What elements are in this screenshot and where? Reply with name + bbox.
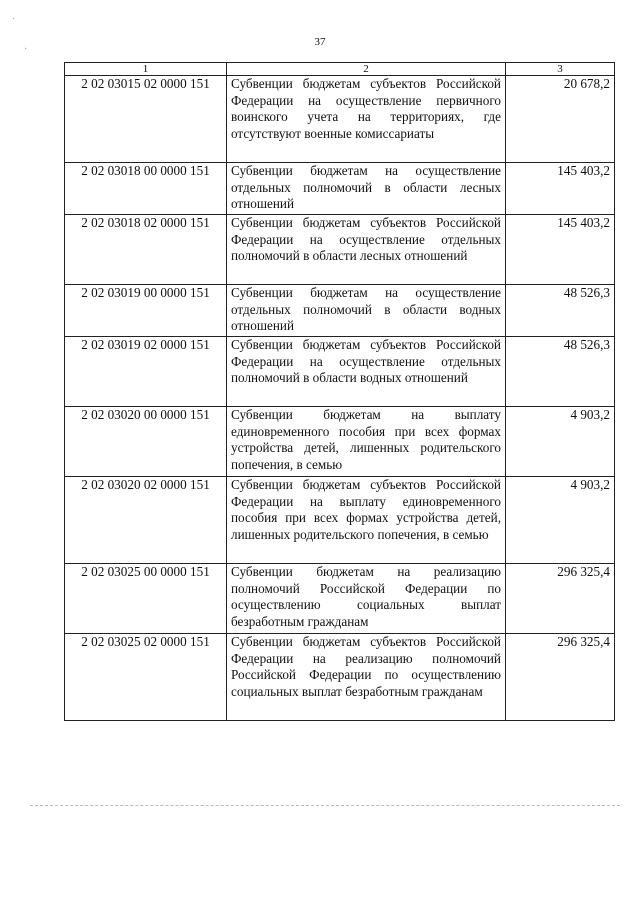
- table-row: [65, 337, 615, 407]
- scan-speck: ·: [12, 14, 16, 25]
- table-header-row: [65, 63, 615, 76]
- revenue-description: Субвенции бюджетам на осуществление отдельных полномочий в области водных отношений: [227, 285, 506, 337]
- revenue-description: Субвенции бюджетам субъектов Российской Федерации на реализацию полномочий Российской Федерации по осуществлению социальных выплат безработным гражданам: [227, 634, 506, 721]
- amount: 145 403,2: [506, 163, 615, 215]
- budget-code: 2 02 03020 00 0000 151: [65, 407, 227, 477]
- revenue-description: Субвенции бюджетам субъектов Российской Федерации на осуществление отдельных полномочий в области лесных отношений: [227, 215, 506, 285]
- table-row: [65, 634, 615, 721]
- amount: 48 526,3: [506, 337, 615, 407]
- table-row: [65, 564, 615, 634]
- page-number: 37: [314, 36, 326, 48]
- budget-code: 2 02 03025 02 0000 151: [65, 634, 227, 721]
- budget-code: 2 02 03020 02 0000 151: [65, 477, 227, 564]
- amount: 4 903,2: [506, 477, 615, 564]
- amount: 296 325,4: [506, 634, 615, 721]
- budget-code: 2 02 03015 02 0000 151: [65, 76, 227, 163]
- budget-table: [64, 62, 615, 721]
- budget-code: 2 02 03019 02 0000 151: [65, 337, 227, 407]
- amount: 296 325,4: [506, 564, 615, 634]
- budget-code: 2 02 03019 00 0000 151: [65, 285, 227, 337]
- column-header-2: 2: [227, 63, 506, 76]
- budget-code: 2 02 03025 00 0000 151: [65, 564, 227, 634]
- table-row: [65, 285, 615, 337]
- amount: 20 678,2: [506, 76, 615, 163]
- table-row: [65, 477, 615, 564]
- table-row: [65, 215, 615, 285]
- revenue-description: Субвенции бюджетам на реализацию полномочий Российской Федерации по осуществлению социальных выплат безработным гражданам: [227, 564, 506, 634]
- amount: 48 526,3: [506, 285, 615, 337]
- budget-code: 2 02 03018 00 0000 151: [65, 163, 227, 215]
- budget-code: 2 02 03018 02 0000 151: [65, 215, 227, 285]
- revenue-description: Субвенции бюджетам на осуществление отдельных полномочий в области лесных отношений: [227, 163, 506, 215]
- revenue-description: Субвенции бюджетам субъектов Российской Федерации на выплату единовременного пособия при всех формах устройства детей, лишенных родительского попечения, в семью: [227, 477, 506, 564]
- scan-speck: ·: [24, 44, 28, 55]
- amount: 145 403,2: [506, 215, 615, 285]
- amount: 4 903,2: [506, 407, 615, 477]
- table-row: [65, 407, 615, 477]
- revenue-description: Субвенции бюджетам субъектов Российской Федерации на осуществление отдельных полномочий в области водных отношений: [227, 337, 506, 407]
- table-row: [65, 76, 615, 163]
- column-header-3: 3: [506, 63, 615, 76]
- revenue-description: Субвенции бюджетам на выплату единовременного пособия при всех формах устройства детей, лишенных родительского попечения, в семью: [227, 407, 506, 477]
- table-row: [65, 163, 615, 215]
- scan-artifact-line: [30, 805, 620, 806]
- revenue-description: Субвенции бюджетам субъектов Российской Федерации на осуществление первичного воинского учета на территориях, где отсутствуют военные комиссариаты: [227, 76, 506, 163]
- column-header-1: 1: [65, 63, 227, 76]
